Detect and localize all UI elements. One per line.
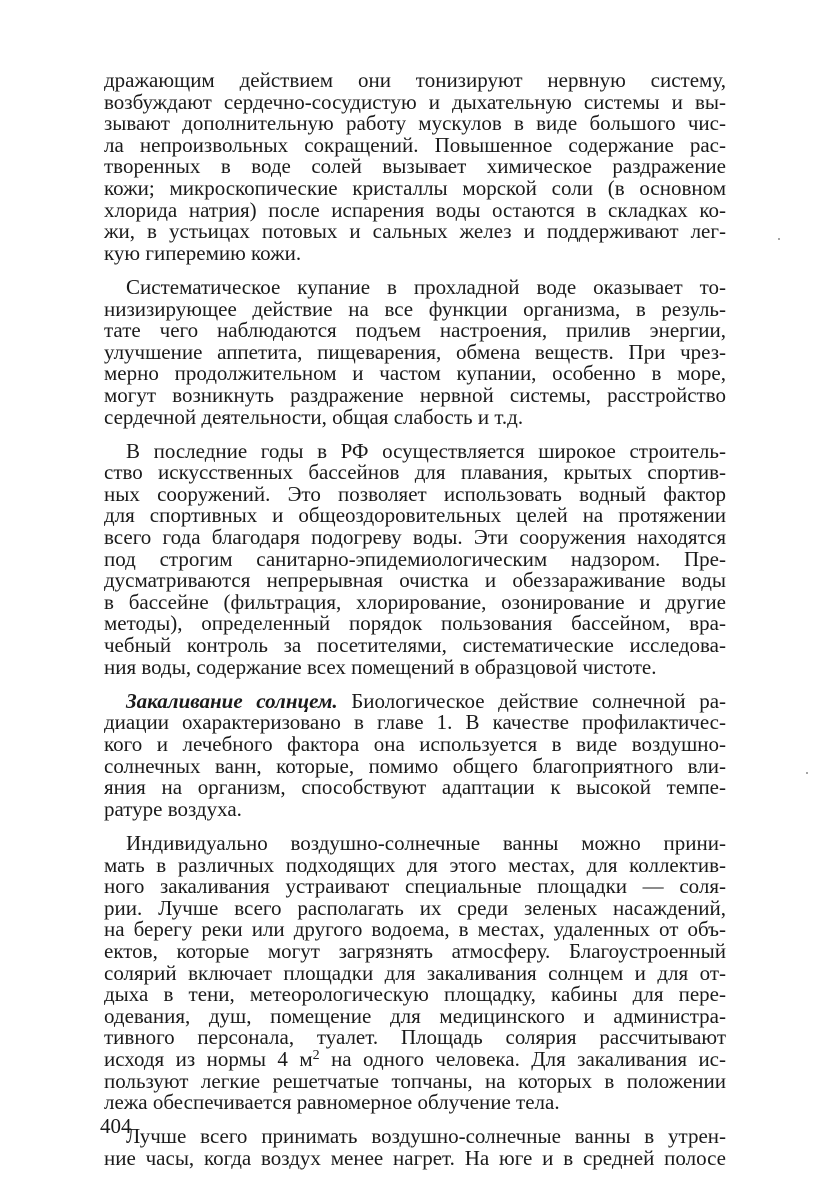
text-line: тивного персонала, туалет. Площадь солярия рассчитывают xyxy=(104,1025,726,1050)
text-line: одевания, душ, помещение для медицинского и администра- xyxy=(104,1003,726,1028)
page-number: 404 xyxy=(100,1114,132,1138)
text-line: хлорида натрия) после испарения воды остаются в складках ко- xyxy=(104,197,726,222)
text-line: Лучше всего принимать воздушно-солнечные ванны в утрен- xyxy=(126,1124,726,1149)
paragraph-1 xyxy=(104,70,726,264)
text-line: Индивидуально воздушно-солнечные ванны можно прини- xyxy=(126,830,726,855)
text-line: дыха в тени, метеорологическую площадку, кабины для пере- xyxy=(104,982,726,1007)
text-line: лежа обеспечивается равномерное облучение тела. xyxy=(104,1090,560,1115)
text-line: низизирующее действие на все функции организма, в резуль- xyxy=(104,296,726,321)
text-line: ния воды, содержание всех помещений в образцовой чистоте. xyxy=(104,654,657,679)
text-line: мерно продолжительном и частом купании, особенно в море, xyxy=(104,361,726,386)
text-line: ство искусственных бассейнов для плавания, крытых спортив- xyxy=(104,460,726,485)
scan-speck xyxy=(778,238,780,240)
text-line: для спортивных и общеоздоровительных целей на протяжении xyxy=(104,503,726,528)
text-line: кожи; микроскопические кристаллы морской соли (в основном xyxy=(104,175,726,200)
text-line: жи, в устьицах потовых и сальных желез и поддерживают лег- xyxy=(104,219,726,244)
text-line: кого и лечебного фактора она используется в виде воздушно- xyxy=(104,732,726,756)
text-line: пользуют легкие решетчатые топчаны, на которых в положении xyxy=(104,1068,726,1093)
section-lead-heading: Закаливание солнцем. xyxy=(126,688,338,713)
text-line: улучшение аппетита, пищеварения, обмена веществ. При чрез- xyxy=(104,339,726,364)
text-line: сердечной деятельности, общая слабость и т.д. xyxy=(104,404,524,429)
text-line: дусматриваются непрерывная очистка и обеззараживание воды xyxy=(104,568,726,593)
paragraph-2 xyxy=(104,274,726,429)
text-line: зывают дополнительную работу мускулов в виде большого чис- xyxy=(104,111,726,136)
text-line: на берегу реки или другого водоема, в местах, удаленных от объ- xyxy=(104,917,726,942)
text-line: В последние годы в РФ осуществляется широкое строитель- xyxy=(126,438,726,463)
text-fragment: на одного человека. Для закаливания ис- xyxy=(319,1046,726,1071)
text-line: под строгим санитарно-эпидемиологическим надзором. Пре- xyxy=(104,546,726,571)
text-line: в бассейне (фильтрация, хлорирование, озонирование и другие xyxy=(104,589,726,614)
text-column xyxy=(104,70,726,1182)
text-line: ние часы, когда воздух менее нагрет. На юге и в средней полосе xyxy=(104,1145,726,1170)
text-line: дражающим действием они тонизируют нервную систему, xyxy=(104,68,726,92)
text-line: возбуждают сердечно-сосудистую и дыхательную системы и вы- xyxy=(104,89,726,114)
scan-speck xyxy=(806,772,808,774)
text-line: ных сооружений. Это позволяет использовать водный фактор xyxy=(104,481,726,506)
text-line: рии. Лучше всего располагать их среди зеленых насаждений, xyxy=(104,895,726,920)
text-line: могут возникнуть раздражение нервной системы, расстройство xyxy=(104,382,726,407)
text-line: чебный контроль за посетителями, систематические исследова- xyxy=(104,633,726,658)
text-line: ектов, которые могут загрязнять атмосферу. Благоустроенный xyxy=(104,938,726,963)
text-line: ла непроизвольных сокращений. Повышенное содержание рас- xyxy=(104,132,726,157)
text-line xyxy=(104,688,727,713)
text-line: тате чего наблюдаются подъем настроения, прилив энергии, xyxy=(104,318,726,343)
paragraph-6 xyxy=(104,1126,726,1169)
text-line: методы), определенный порядок пользования бассейном, вра- xyxy=(104,611,726,636)
text-line: солнечных ванн, которые, помимо общего благоприятного вли- xyxy=(104,753,726,778)
paragraph-3 xyxy=(104,438,726,679)
text-line: ратуре воздуха. xyxy=(104,796,242,821)
text-line: Систематическое купание в прохладной воде оказывает то- xyxy=(126,274,726,299)
paragraph-5 xyxy=(104,830,726,1115)
paragraph-4 xyxy=(104,688,727,821)
text-line: диации охарактеризовано в главе 1. В качестве профилактичес- xyxy=(104,710,726,735)
superscript-exponent: 2 xyxy=(312,1047,320,1063)
text-line xyxy=(104,1046,726,1071)
text-line: всего года благодаря подогреву воды. Эти сооружения находятся xyxy=(104,525,726,550)
text-line: яния на организм, способствуют адаптации к высокой темпе- xyxy=(104,775,726,800)
text-line: солярий включает площадки для закаливания солнцем и для от- xyxy=(104,960,726,985)
text-line: творенных в воде солей вызывает химическое раздражение xyxy=(104,154,726,179)
text-line: ного закаливания устраивают специальные площадки — соля- xyxy=(104,874,726,899)
text-fragment: исходя из нормы 4 м xyxy=(104,1046,313,1071)
text-fragment: Биологическое действие солнечной ра- xyxy=(337,688,727,713)
text-line: кую гиперемию кожи. xyxy=(104,240,302,265)
text-line: мать в различных подходящих для этого местах, для коллектив- xyxy=(104,852,726,877)
